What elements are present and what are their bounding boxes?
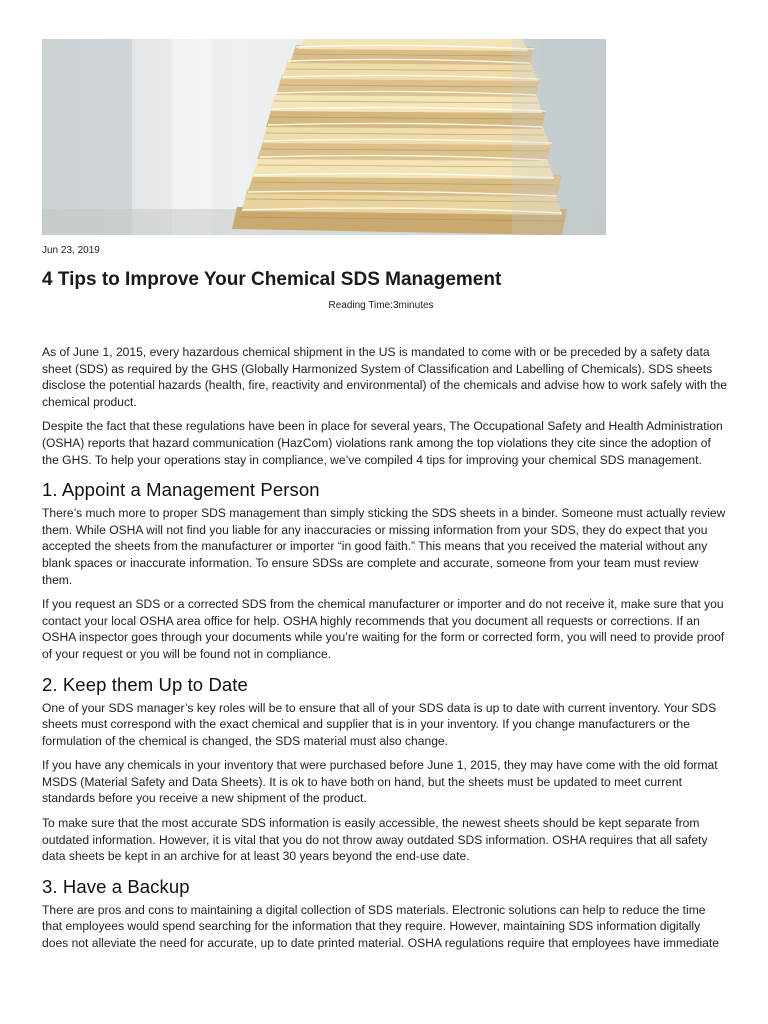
publish-date: Jun 23, 2019 — [42, 245, 100, 256]
section-heading: 2. Keep them Up to Date — [42, 673, 248, 695]
section-paragraph: If you request an SDS or a corrected SDS from the chemical manufacturer or importer and do not receive it, make sure that you contact your local OSHA area office for help. OSHA highly recommends that you document all requests or corrections. If an OSHA inspector goes through your documents while you’re waiting for the form or corrected form, you will need to provide proof of your request or you will be found not in compliance. — [42, 597, 725, 661]
section-paragraph: One of your SDS manager’s key roles will be to ensure that all of your SDS data is up to date with current inventory. Your SDS sheets must correspond with the exact chemical and supplier that is in your inventory. If you change manufacturers or the formulation of the chemical is changed, the SDS material must also change. — [42, 700, 717, 748]
intro-paragraph: As of June 1, 2015, every hazardous chemical shipment in the US is mandated to come with or be preceded by a safety data sheet (SDS) as required by the GHS (Globally Harmonized System of Classification and Labelling of Chemicals). SDS sheets disclose the potential hazards (health, fire, reactivity and environmental) of the chemicals and advise how to work safely with the chemical product. — [42, 345, 727, 409]
stacked-folders-photo — [42, 39, 606, 235]
hero-image — [42, 39, 606, 235]
article-body — [42, 344, 728, 952]
article — [42, 0, 728, 960]
section-paragraph: To make sure that the most accurate SDS information is easily accessible, the newest sheets should be kept separate from outdated information. However, it is vital that you do not throw away outdated SDS information. OSHA requires that all safety data sheets be kept in an archive for at least 30 years beyond the end-use date. — [42, 816, 708, 864]
reading-time: Reading Time:3minutes — [328, 300, 434, 311]
intro-paragraph: Despite the fact that these regulations have been in place for several years, The Occupational Safety and Health Administration (OSHA) reports that hazard communication (HazCom) violations rank among the top violations they cite since the adoption of the GHS. To help your operations stay in compliance, we’ve compiled 4 tips for improving your chemical SDS management. — [42, 419, 723, 467]
section-paragraph: There are pros and cons to maintaining a digital collection of SDS materials. Electronic solutions can help to reduce the time that employees would spend searching for the information that they require. However, maintaining SDS information digitally does not alleviate the need for accurate, up to date printed material. OSHA regulations require that employees have immediate — [42, 902, 719, 951]
section-paragraph: There’s much more to proper SDS management than simply sticking the SDS sheets in a binder. Someone must actually review them. While OSHA will not find you liable for any inaccuracies or missing information from your SDS, they do expect that you accepted the sheets from the manufacturer or importer “in good faith.” This means that you received the material without any blank spaces or inaccurate information. To ensure SDSs are complete and accurate, someone from your team must review them. — [42, 506, 726, 587]
section-heading: 3. Have a Backup — [42, 875, 190, 897]
section-paragraph: If you have any chemicals in your inventory that were purchased before June 1, 2015, they may have come with the old format MSDS (Material Safety and Data Sheets). It is ok to have both on hand, but the sheets must be updated to meet current standards before you receive a new shipment of the product. — [42, 758, 718, 806]
article-title: 4 Tips to Improve Your Chemical SDS Management — [42, 269, 502, 290]
section-heading: 1. Appoint a Management Person — [42, 479, 320, 501]
